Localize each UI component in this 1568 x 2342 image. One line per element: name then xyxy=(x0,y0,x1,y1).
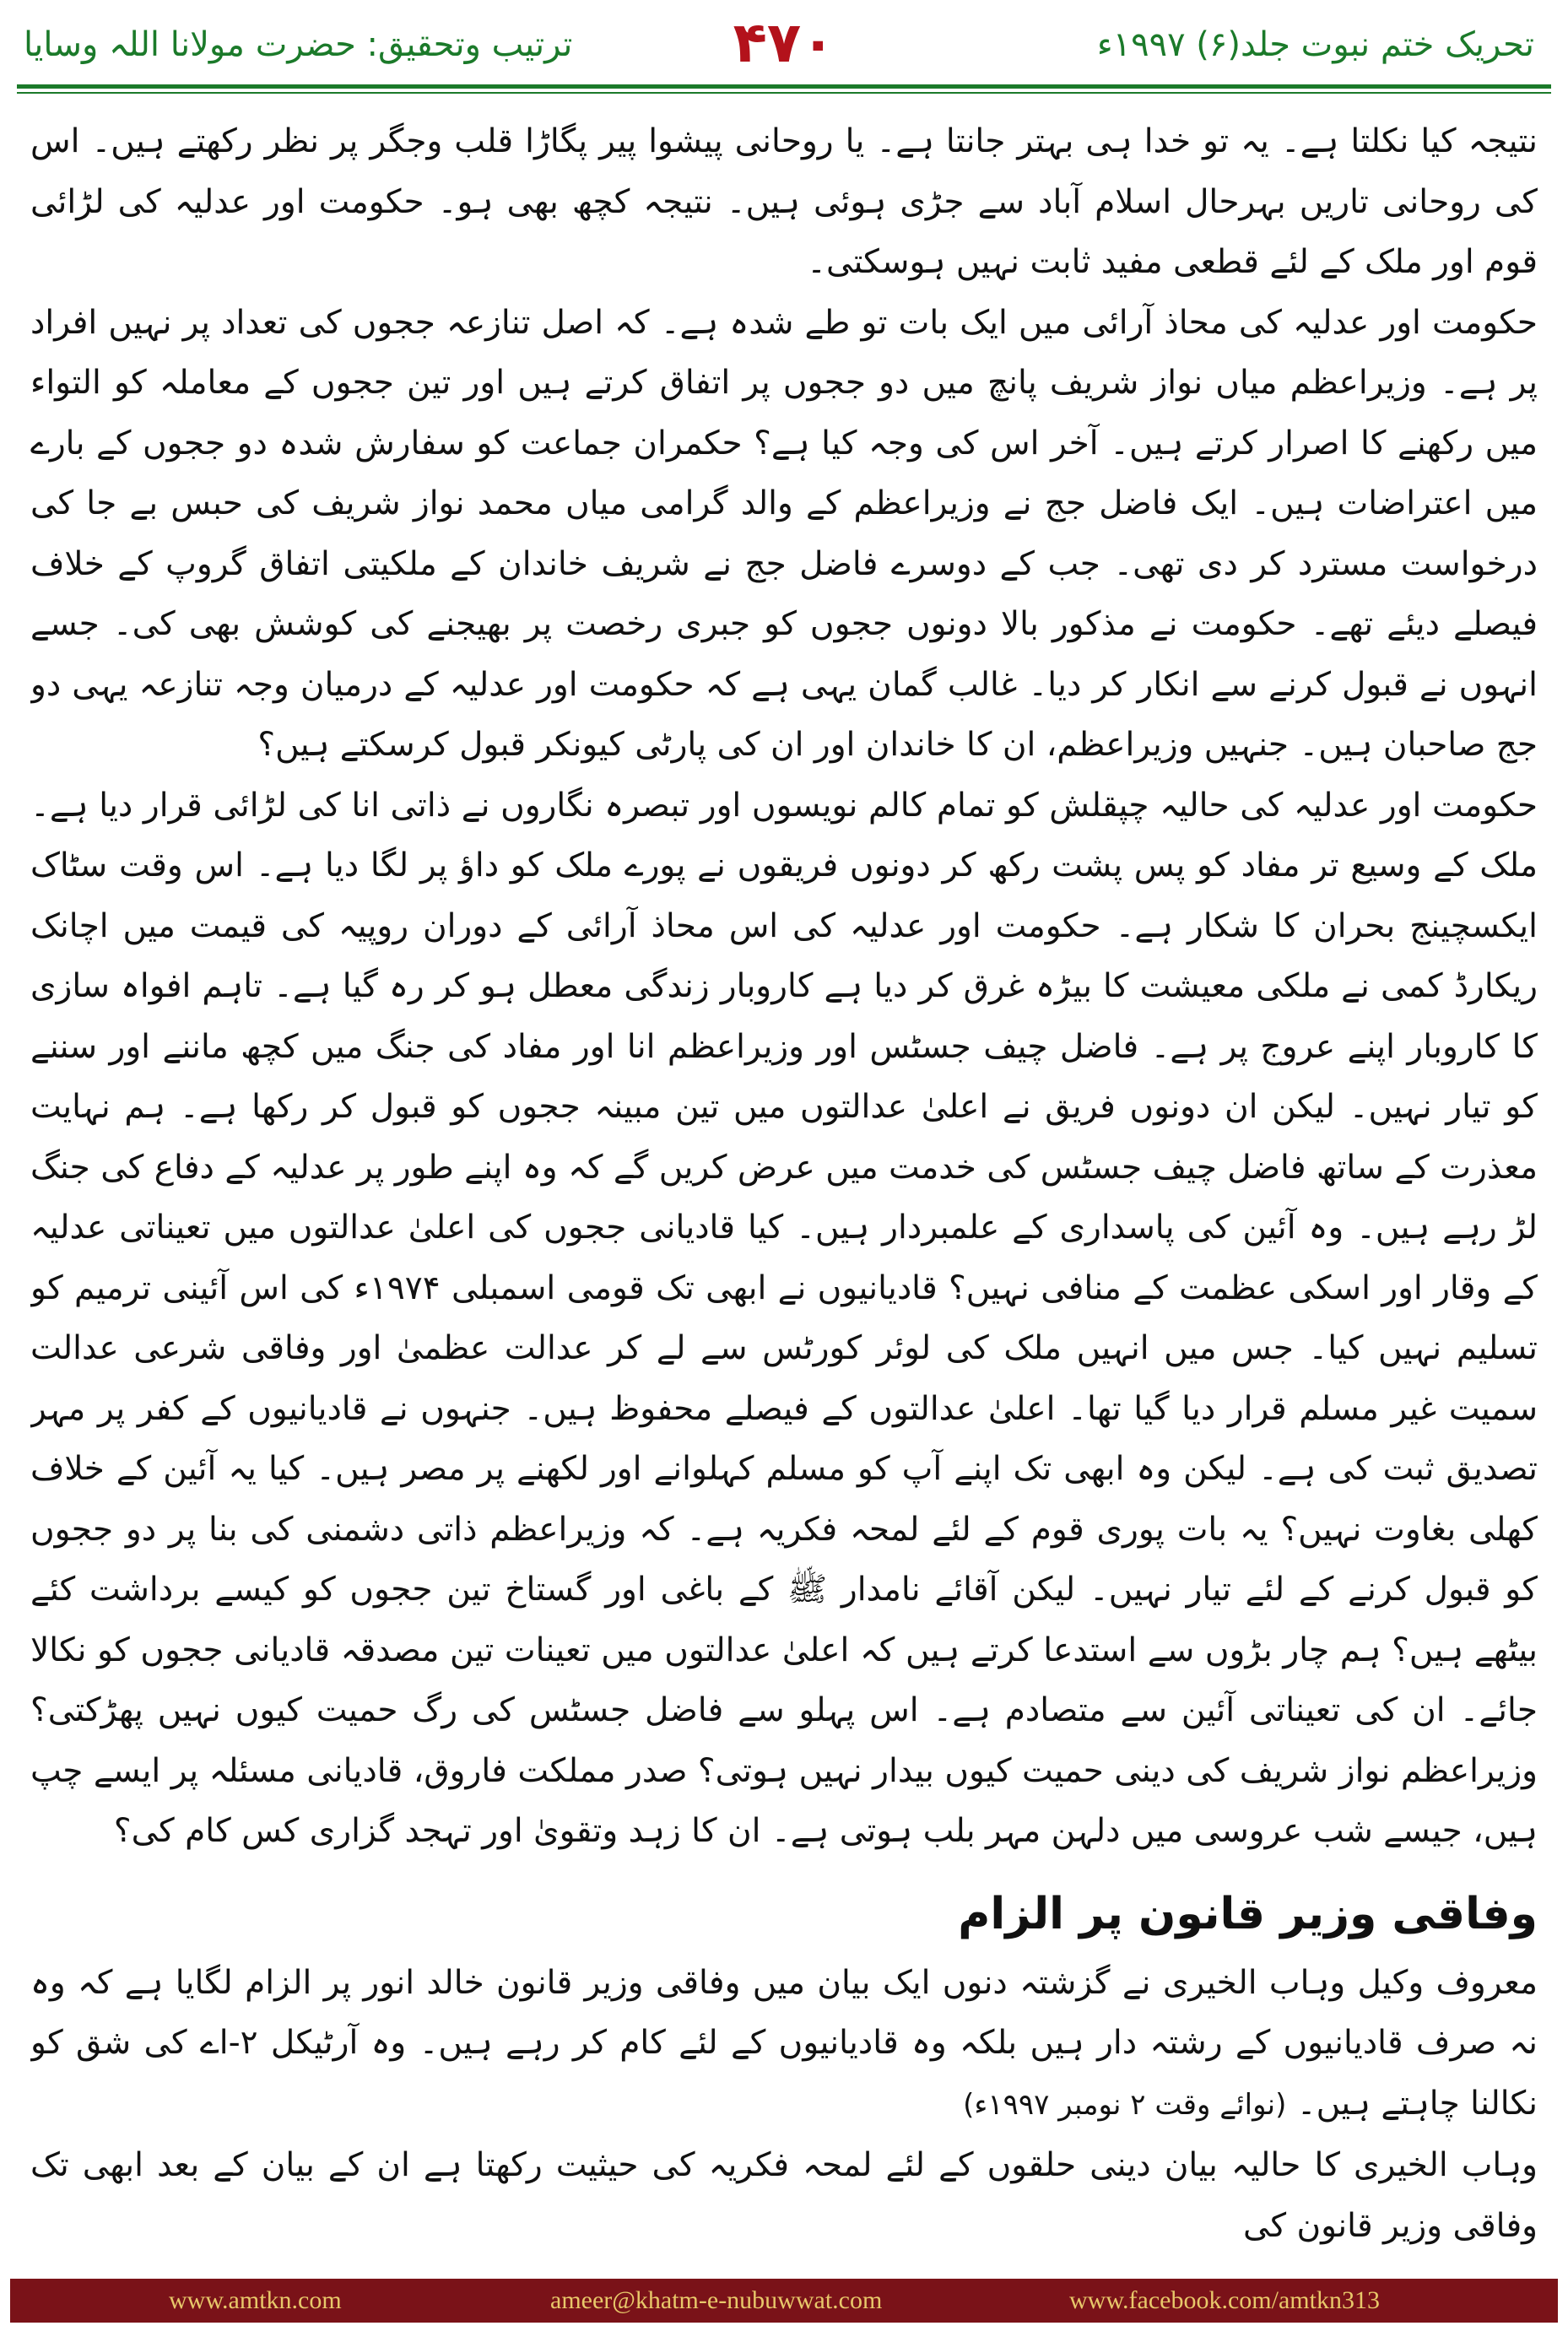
page-header xyxy=(0,0,1568,93)
section-paragraph-text: معروف وکیل وہاب الخیری نے گزشتہ دنوں ایک بیان میں وفاقی وزیر قانون خالد انور پر الزام لگایا ہے کہ وہ نہ صرف قادیانیوں کے رشتہ دار ہیں بلکہ وہ قادیانیوں کے لئے کام کر رہے ہیں۔ وہ آرٹیکل ۲-اے کی شق کو نکالنا چاہتے ہیں۔ xyxy=(30,1963,1538,2123)
section-paragraph xyxy=(30,1953,1538,2136)
citation: (نوائے وقت ۲ نومبر ۱۹۹۷ء) xyxy=(963,2087,1287,2122)
header-divider-thin xyxy=(17,92,1551,94)
facebook-link[interactable]: www.facebook.com/amtkn313 xyxy=(1069,2286,1380,2314)
article-body xyxy=(30,111,1538,2255)
page-footer xyxy=(10,2279,1558,2323)
compiler-credit: ترتیب وتحقیق: حضرت مولانا اللہ وسایا xyxy=(24,25,573,64)
book-title: تحریک ختم نبوت جلد(۶) ۱۹۹۷ء xyxy=(1096,25,1534,64)
paragraph: حکومت اور عدلیہ کی محاذ آرائی میں ایک بات تو طے شدہ ہے۔ کہ اصل تنازعہ ججوں کی تعداد پر نہیں افراد پر ہے۔ وزیراعظم میاں نواز شریف پانچ میں دو ججوں پر اتفاق کرتے ہیں اور تین ججوں کے معاملہ کو التواء میں رکھنے کا اصرار کرتے ہیں۔ آخر اس کی وجہ کیا ہے؟ حکمران جماعت کو سفارش شدہ دو ججوں کے بارے میں اعتراضات ہیں۔ ایک فاضل جج نے وزیراعظم کے والد گرامی میاں محمد نواز شریف کی حبس بے جا کی درخواست مسترد کر دی تھی۔ جب کے دوسرے فاضل جج نے شریف خاندان کے ملکیتی اتفاق گروپ کے خلاف فیصلے دیئے تھے۔ حکومت نے مذکور بالا دونوں ججوں کو جبری رخصت پر بھیجنے کی کوشش بھی کی۔ جسے انہوں نے قبول کرنے سے انکار کر دیا۔ غالب گمان یہی ہے کہ حکومت اور عدلیہ کے درمیان وجہ تنازعہ یہی دو جج صاحبان ہیں۔ جنہیں وزیراعظم، ان کا خاندان اور ان کی پارٹی کیونکر قبول کرسکتے ہیں؟ xyxy=(30,303,1538,764)
email-link[interactable]: ameer@khatm-e-nubuwwat.com xyxy=(550,2286,883,2314)
closing-paragraph: وہاب الخیری کا حالیہ بیان دینی حلقوں کے لئے لمحہ فکریہ کی حیثیت رکھتا ہے ان کے بیان کے بعد ابھی تک وفاقی وزیر قانون کی xyxy=(30,2146,1538,2245)
website-link[interactable]: www.amtkn.com xyxy=(169,2286,342,2314)
paragraph: نتیجہ کیا نکلتا ہے۔ یہ تو خدا ہی بہتر جانتا ہے۔ یا روحانی پیشوا پیر پگاڑا قلب وجگر پر نظر رکھتے ہیں۔ اس کی روحانی تاریں بہرحال اسلام آباد سے جڑی ہوئی ہیں۔ نتیجہ کچھ بھی ہو۔ حکومت اور عدلیہ کی لڑائی قوم اور ملک کے لئے قطعی مفید ثابت نہیں ہوسکتی۔ xyxy=(30,122,1538,281)
section-heading: وفاقی وزیر قانون پر الزام xyxy=(958,1888,1538,1939)
paragraph: حکومت اور عدلیہ کی حالیہ چپقلش کو تمام کالم نویسوں اور تبصرہ نگاروں نے ذاتی انا کی لڑائی قرار دیا ہے۔ ملک کے وسیع تر مفاد کو پس پشت رکھ کر دونوں فریقوں نے پورے ملک کو داؤ پر لگا دیا ہے۔ اس وقت سٹاک ایکسچینج بحران کا شکار ہے۔ حکومت اور عدلیہ کی اس محاذ آرائی کے دوران روپیہ کی قیمت میں اچانک ریکارڈ کمی نے ملکی معیشت کا بیڑہ غرق کر دیا ہے کاروبار زندگی معطل ہو کر رہ گیا ہے۔ تاہم افواہ سازی کا کاروبار اپنے عروج پر ہے۔ فاضل چیف جسٹس اور وزیراعظم انا اور مفاد کی جنگ میں کچھ ماننے اور سننے کو تیار نہیں۔ لیکن ان دونوں فریق نے اعلیٰ عدالتوں میں تین مبینہ ججوں کو قبول کر رکھا ہے۔ ہم نہایت معذرت کے ساتھ فاضل چیف جسٹس کی خدمت میں عرض کریں گے کہ وہ اپنے طور پر عدلیہ کے دفاع کی جنگ لڑ رہے ہیں۔ وہ آئین کی پاسداری کے علمبردار ہیں۔ کیا قادیانی ججوں کی اعلیٰ عدالتوں میں تعیناتی عدلیہ کے وقار اور اسکی عظمت کے منافی نہیں؟ قادیانیوں نے ابھی تک قومی اسمبلی ۱۹۷۴ء کی اس آئینی ترمیم کو تسلیم نہیں کیا۔ جس میں انہیں ملک کی لوئر کورٹس سے لے کر عدالت عظمیٰ اور وفاقی شرعی عدالت سمیت غیر مسلم قرار دیا گیا تھا۔ اعلیٰ عدالتوں کے فیصلے محفوظ ہیں۔ جنہوں نے قادیانیوں کے کفر پر مہر تصدیق ثبت کی ہے۔ لیکن وہ ابھی تک اپنے آپ کو مسلم کہلوانے اور لکھنے پر مصر ہیں۔ کیا یہ آئین کے خلاف کھلی بغاوت نہیں؟ یہ بات پوری قوم کے لئے لمحہ فکریہ ہے۔ کہ وزیراعظم ذاتی دشمنی کی بنا پر دو ججوں کو قبول کرنے کے لئے تیار نہیں۔ لیکن آقائے نامدار ﷺ کے باغی اور گستاخ تین ججوں کو کیسے برداشت کئے بیٹھے ہیں؟ ہم چار بڑوں سے استدعا کرتے ہیں کہ اعلیٰ عدالتوں میں تعینات تین مصدقہ قادیانی ججوں کو نکالا جائے۔ ان کی تعیناتی آئین سے متصادم ہے۔ اس پہلو سے فاضل جسٹس کی رگ حمیت کیوں نہیں پھڑکتی؟ وزیراعظم نواز شریف کی دینی حمیت کیوں بیدار نہیں ہوتی؟ صدر مملکت فاروق، قادیانی مسئلہ پر ایسے چپ ہیں، جیسے شب عروسی میں دلہن مہر بلب ہوتی ہے۔ ان کا زہد وتقویٰ اور تہجد گزاری کس کام کی؟ xyxy=(30,786,1538,1850)
header-divider xyxy=(17,84,1551,89)
page-number: ۴۷۰ xyxy=(733,10,835,75)
